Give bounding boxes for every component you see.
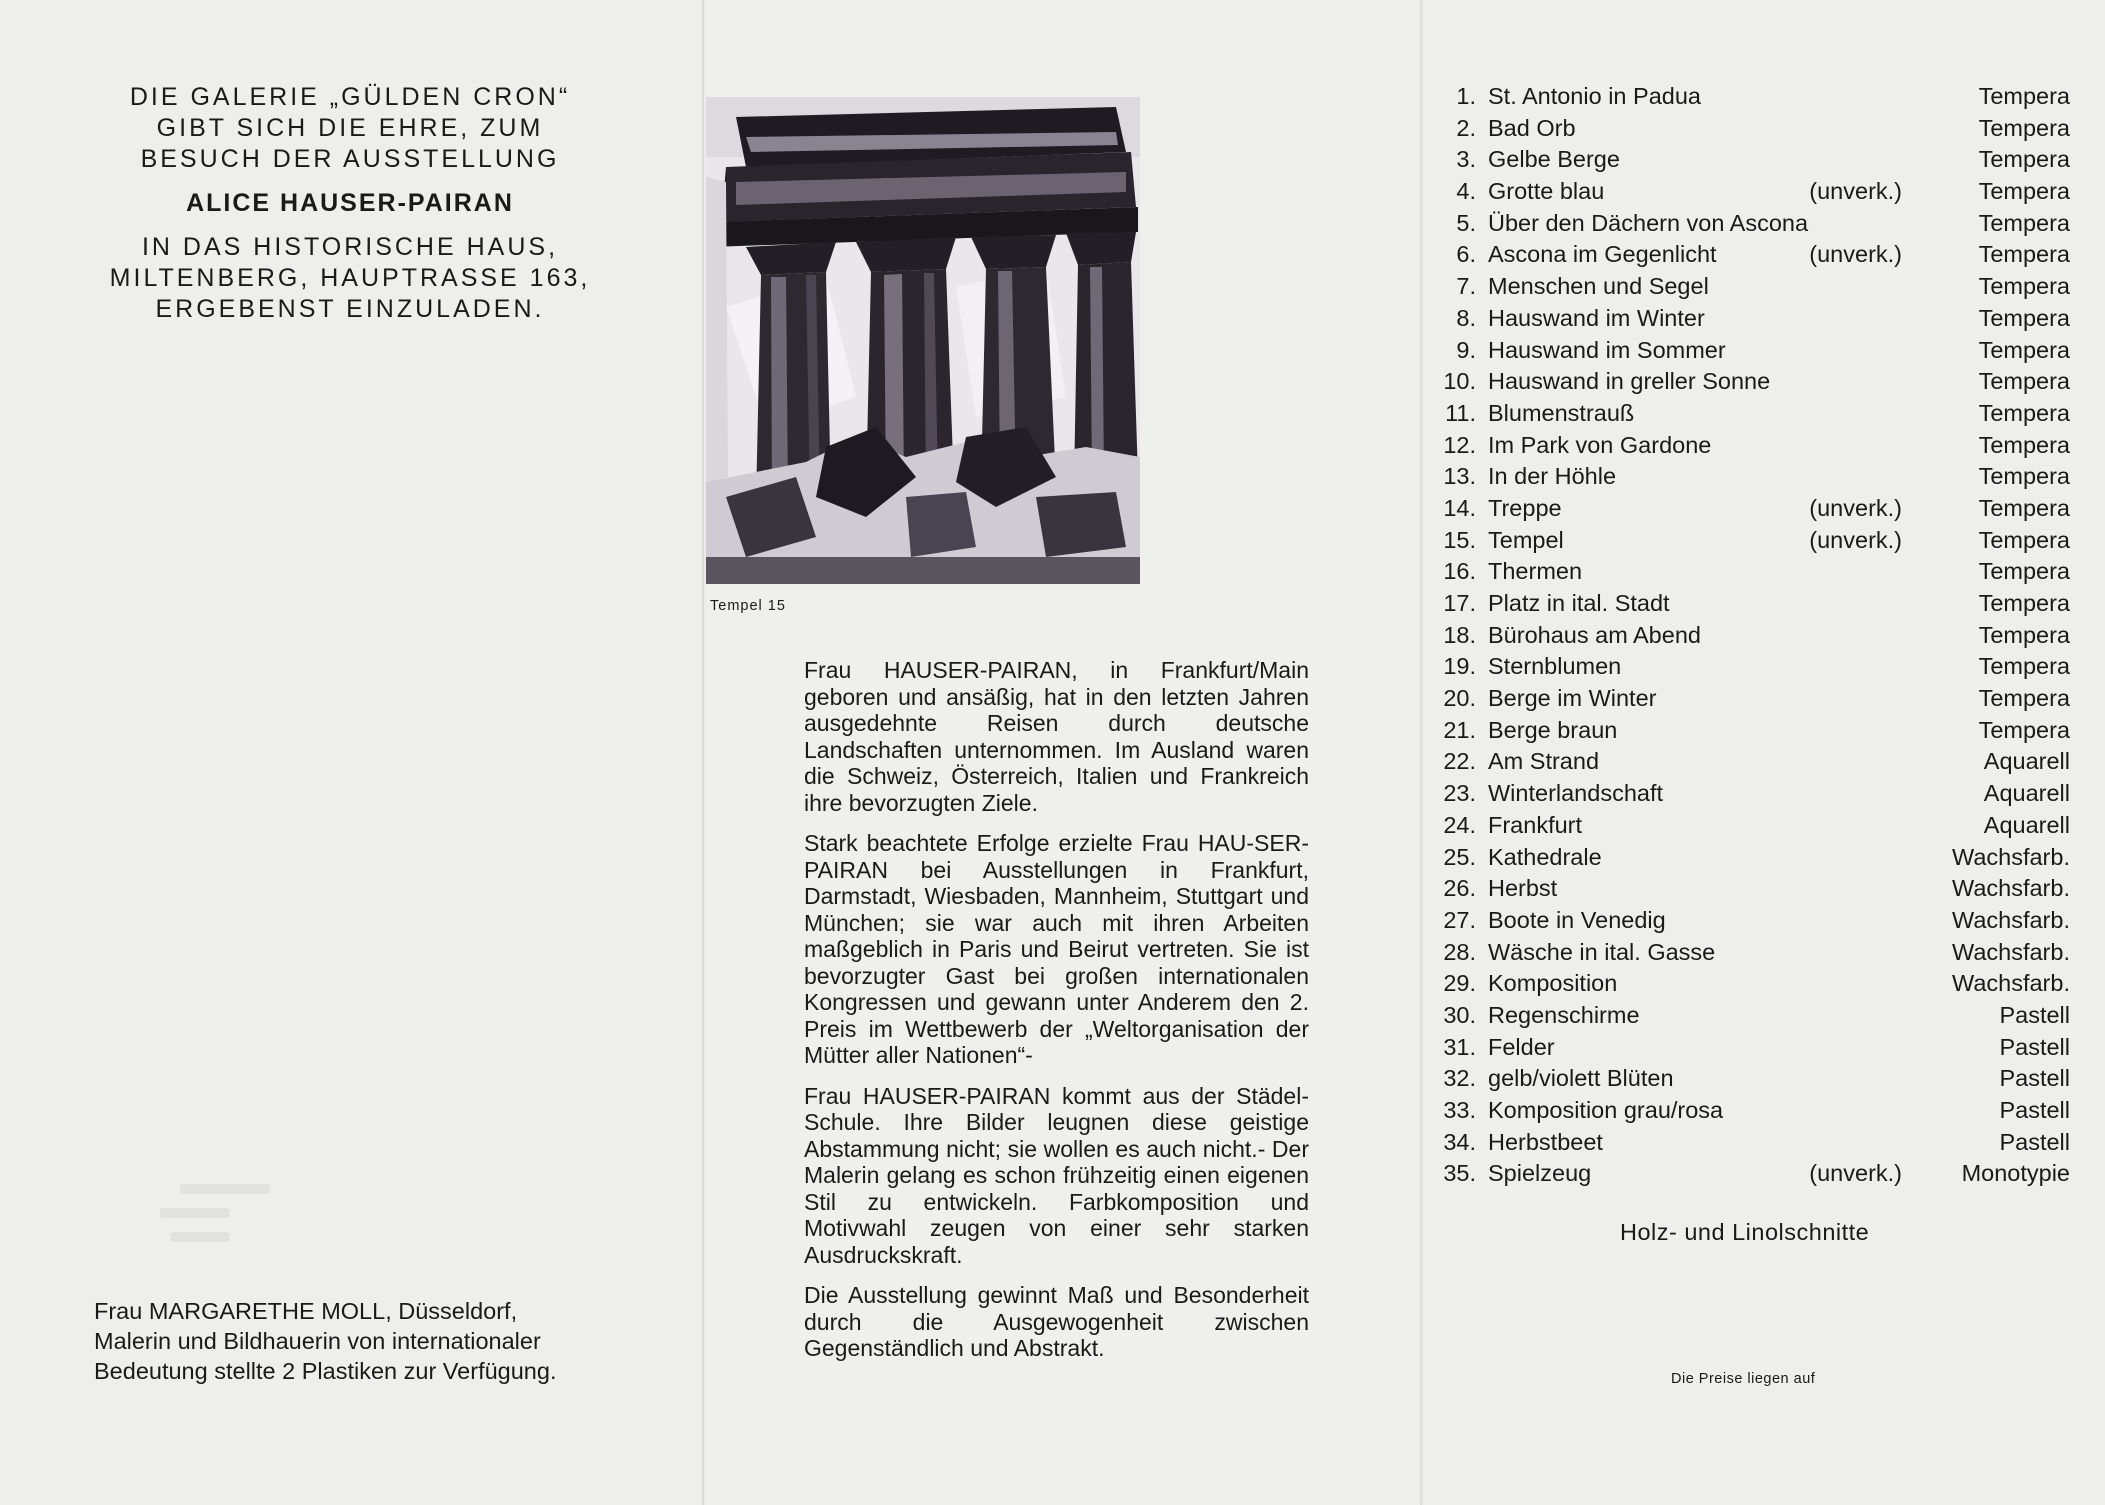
work-number: 34. bbox=[1443, 1128, 1476, 1155]
list-item bbox=[1438, 1032, 2070, 1064]
artwork-caption: Tempel 15 bbox=[710, 598, 786, 614]
list-item bbox=[1438, 239, 2070, 271]
work-technique: Tempera bbox=[1978, 685, 2070, 712]
work-note: (unverk.) bbox=[1809, 241, 1902, 268]
work-number: 5. bbox=[1456, 209, 1476, 236]
work-technique: Tempera bbox=[1978, 399, 2070, 426]
work-title: Ascona im Gegenlicht bbox=[1488, 241, 1717, 268]
work-technique: Tempera bbox=[1978, 241, 2070, 268]
work-number: 19. bbox=[1443, 653, 1476, 680]
work-title: Boote in Venedig bbox=[1488, 906, 1666, 933]
work-technique: Tempera bbox=[1978, 590, 2070, 616]
work-technique: Monotypie bbox=[1961, 1160, 2070, 1187]
work-technique: Tempera bbox=[1978, 716, 2070, 743]
work-technique: Tempera bbox=[1978, 653, 2070, 680]
work-title: Spielzeug bbox=[1488, 1160, 1592, 1187]
work-title: Hauswand im Sommer bbox=[1488, 336, 1726, 363]
list-item bbox=[1438, 1095, 2070, 1127]
work-title: Felder bbox=[1488, 1033, 1555, 1060]
list-item bbox=[1438, 651, 2070, 683]
work-technique: Tempera bbox=[1978, 146, 2070, 173]
work-number: 33. bbox=[1443, 1097, 1476, 1123]
work-number: 25. bbox=[1443, 843, 1476, 870]
work-number: 11. bbox=[1445, 399, 1476, 426]
list-item bbox=[1438, 1127, 2070, 1159]
work-number: 27. bbox=[1443, 906, 1476, 933]
work-number: 24. bbox=[1443, 811, 1476, 838]
work-number: 26. bbox=[1443, 875, 1476, 902]
list-item bbox=[1438, 1000, 2070, 1032]
work-title: Komposition bbox=[1488, 970, 1618, 997]
list-item bbox=[1438, 176, 2070, 208]
list-item bbox=[1438, 556, 2070, 588]
work-technique: Wachsfarb. bbox=[1952, 843, 2070, 870]
work-title: Wäsche in ital. Gasse bbox=[1488, 938, 1716, 965]
work-technique: Tempera bbox=[1978, 368, 2070, 395]
work-technique: Wachsfarb. bbox=[1952, 906, 2070, 933]
work-number: 14. bbox=[1443, 494, 1476, 521]
work-title: Über den Dächern von Ascona bbox=[1488, 209, 1809, 236]
invitation-line: BESUCH DER AUSSTELLUNG bbox=[140, 145, 560, 173]
credit-line: Malerin und Bildhauerin von internationaler bbox=[94, 1328, 541, 1354]
list-item bbox=[1438, 398, 2070, 430]
work-technique: Wachsfarb. bbox=[1952, 875, 2070, 902]
work-number: 15. bbox=[1443, 526, 1476, 553]
work-number: 32. bbox=[1443, 1065, 1476, 1092]
list-item bbox=[1438, 620, 2070, 652]
list-item bbox=[1438, 905, 2070, 937]
work-number: 31. bbox=[1443, 1033, 1476, 1060]
bio-paragraph: Frau HAUSER-PAIRAN kommt aus der Städel-Schule. Ihre Bilder leugnen diese geistige Abstammung nicht; sie wollen es auch nicht.- Der Malerin gelang es schon frühzeitig einen eigenen Stil zu entwickeln. Farbkomposition und Motivwahl zeugen von einer sehr starken Ausdruckskraft. bbox=[804, 1082, 1309, 1268]
list-item bbox=[1438, 493, 2070, 525]
list-item bbox=[1438, 746, 2070, 778]
fold-line bbox=[1420, 0, 1422, 1505]
work-title: Kathedrale bbox=[1488, 843, 1602, 870]
list-item bbox=[1438, 144, 2070, 176]
work-title: Platz in ital. Stadt bbox=[1488, 590, 1670, 616]
work-title: Treppe bbox=[1488, 494, 1562, 521]
list-item bbox=[1438, 81, 2070, 113]
invitation-line: ERGEBENST EINZULADEN. bbox=[155, 295, 545, 323]
work-title: Bürohaus am Abend bbox=[1488, 621, 1701, 648]
list-item bbox=[1438, 968, 2070, 1000]
work-technique: Tempera bbox=[1978, 526, 2070, 553]
credit-line: Frau MARGARETHE MOLL, Düsseldorf, bbox=[94, 1298, 518, 1324]
work-title: St. Antonio in Padua bbox=[1488, 83, 1701, 109]
credit-line: Bedeutung stellte 2 Plastiken zur Verfügung. bbox=[94, 1358, 557, 1384]
artist-name: ALICE HAUSER-PAIRAN bbox=[186, 189, 514, 217]
work-note: (unverk.) bbox=[1809, 1160, 1902, 1187]
bio-paragraph: Stark beachtete Erfolge erzielte Frau HAU-SER-PAIRAN bei Ausstellungen in Frankfurt, Darmstadt, Wiesbaden, Mannheim, Stuttgart und München; sie war auch mit ihren Arbeiten maßgeblich in Paris und Beirut vertreten. Sie ist bevorzugter Gast bei großen internationalen Kongressen und gewann unter Anderem den 2. Preis im Wettbewerb der „Weltorganisation der Mütter aller Nationen“- bbox=[804, 830, 1309, 1068]
work-technique: Pastell bbox=[1999, 1097, 2070, 1123]
work-number: 29. bbox=[1443, 970, 1476, 997]
work-title: Grotte blau bbox=[1488, 178, 1605, 205]
invitation-line: MILTENBERG, HAUPTRASSE 163, bbox=[109, 264, 591, 292]
artwork-image-temple bbox=[706, 97, 1140, 584]
works-list bbox=[1438, 81, 2070, 1190]
work-technique: Tempera bbox=[1978, 621, 2070, 648]
list-item bbox=[1438, 873, 2070, 905]
work-title: Berge im Winter bbox=[1488, 685, 1657, 712]
prices-note: Die Preise liegen auf bbox=[1671, 1371, 1816, 1387]
work-number: 10. bbox=[1443, 368, 1476, 395]
work-technique: Tempera bbox=[1978, 304, 2070, 331]
work-number: 16. bbox=[1443, 558, 1476, 585]
work-title: Winterlandschaft bbox=[1488, 780, 1664, 807]
work-title: In der Höhle bbox=[1488, 463, 1617, 490]
work-technique: Tempera bbox=[1978, 273, 2070, 300]
work-number: 22. bbox=[1443, 748, 1476, 775]
work-number: 35. bbox=[1443, 1160, 1476, 1187]
section-heading: Holz- und Linolschnitte bbox=[1620, 1219, 1870, 1245]
work-number: 20. bbox=[1443, 685, 1476, 712]
work-title: Frankfurt bbox=[1488, 811, 1583, 838]
list-item bbox=[1438, 1158, 2070, 1190]
work-technique: Aquarell bbox=[1983, 780, 2070, 807]
list-item bbox=[1438, 303, 2070, 335]
list-item bbox=[1438, 271, 2070, 303]
work-title: Berge braun bbox=[1488, 716, 1618, 743]
work-technique: Tempera bbox=[1978, 431, 2070, 458]
bio-paragraph: Frau HAUSER-PAIRAN, in Frankfurt/Main geboren und ansäßig, hat in den letzten Jahren ausgedehnte Reisen durch deutsche Landschaften unternommen. Im Ausland waren die Schweiz, Österreich, Italien und Frankreich ihre bevorzugten Ziele. bbox=[804, 657, 1309, 816]
work-title: Blumenstrauß bbox=[1488, 399, 1635, 426]
work-technique: Tempera bbox=[1978, 178, 2070, 205]
work-title: gelb/violett Blüten bbox=[1488, 1065, 1674, 1092]
invitation-line: IN DAS HISTORISCHE HAUS, bbox=[141, 233, 559, 261]
work-technique: Pastell bbox=[1999, 1128, 2070, 1155]
work-number: 8. bbox=[1456, 304, 1476, 331]
work-technique: Wachsfarb. bbox=[1952, 938, 2070, 965]
list-item bbox=[1438, 335, 2070, 367]
artist-biography bbox=[804, 657, 1309, 1376]
list-item bbox=[1438, 683, 2070, 715]
work-number: 6. bbox=[1456, 241, 1476, 268]
work-technique: Tempera bbox=[1978, 83, 2070, 109]
work-title: Komposition grau/rosa bbox=[1488, 1097, 1724, 1123]
work-number: 28. bbox=[1443, 938, 1476, 965]
work-note: (unverk.) bbox=[1809, 526, 1902, 553]
list-item bbox=[1438, 778, 2070, 810]
fold-line bbox=[702, 0, 704, 1505]
list-item bbox=[1438, 588, 2070, 620]
list-item bbox=[1438, 1063, 2070, 1095]
work-title: Herbst bbox=[1488, 875, 1558, 902]
work-technique: Tempera bbox=[1978, 114, 2070, 141]
work-technique: Aquarell bbox=[1983, 811, 2070, 838]
sponsor-credit bbox=[94, 1296, 654, 1386]
work-number: 18. bbox=[1443, 621, 1476, 648]
work-title: Menschen und Segel bbox=[1488, 273, 1709, 300]
work-title: Regenschirme bbox=[1488, 1001, 1640, 1028]
invitation-line: DIE GALERIE „GÜLDEN CRON“ bbox=[129, 83, 571, 111]
work-title: Bad Orb bbox=[1488, 114, 1576, 141]
work-number: 7. bbox=[1456, 273, 1476, 300]
work-technique: Tempera bbox=[1978, 209, 2070, 236]
work-title: Gelbe Berge bbox=[1488, 146, 1620, 173]
work-note: (unverk.) bbox=[1809, 178, 1902, 205]
work-title: Tempel bbox=[1488, 526, 1564, 553]
work-technique: Pastell bbox=[1999, 1001, 2070, 1028]
list-item bbox=[1438, 430, 2070, 462]
work-technique: Tempera bbox=[1978, 494, 2070, 521]
list-item bbox=[1438, 113, 2070, 145]
work-number: 4. bbox=[1456, 178, 1476, 205]
work-number: 12. bbox=[1443, 431, 1476, 458]
work-number: 23. bbox=[1443, 780, 1476, 807]
list-item bbox=[1438, 461, 2070, 493]
work-technique: Pastell bbox=[1999, 1065, 2070, 1092]
work-number: 1. bbox=[1456, 83, 1476, 109]
work-number: 9. bbox=[1456, 336, 1476, 363]
list-item bbox=[1438, 525, 2070, 557]
list-item bbox=[1438, 937, 2070, 969]
work-note: (unverk.) bbox=[1809, 494, 1902, 521]
work-number: 17. bbox=[1443, 590, 1476, 616]
work-title: Hauswand im Winter bbox=[1488, 304, 1705, 331]
work-number: 21. bbox=[1443, 716, 1476, 743]
work-number: 3. bbox=[1456, 146, 1476, 173]
invitation-line: GIBT SICH DIE EHRE, ZUM bbox=[156, 114, 544, 142]
list-item bbox=[1438, 842, 2070, 874]
work-title: Im Park von Gardone bbox=[1488, 431, 1712, 458]
work-number: 30. bbox=[1443, 1001, 1476, 1028]
list-item bbox=[1438, 810, 2070, 842]
work-technique: Pastell bbox=[1999, 1033, 2070, 1060]
work-technique: Aquarell bbox=[1983, 748, 2070, 775]
faded-stamp bbox=[160, 1170, 330, 1280]
work-technique: Tempera bbox=[1978, 558, 2070, 585]
work-title: Sternblumen bbox=[1488, 653, 1622, 680]
work-title: Herbstbeet bbox=[1488, 1128, 1603, 1155]
work-title: Thermen bbox=[1488, 558, 1583, 585]
work-number: 2. bbox=[1456, 114, 1476, 141]
work-title: Am Strand bbox=[1488, 748, 1600, 775]
list-item bbox=[1438, 366, 2070, 398]
work-title: Hauswand in greller Sonne bbox=[1488, 368, 1771, 395]
work-technique: Tempera bbox=[1978, 463, 2070, 490]
list-item bbox=[1438, 208, 2070, 240]
invitation-block bbox=[100, 82, 600, 325]
work-technique: Wachsfarb. bbox=[1952, 970, 2070, 997]
work-technique: Tempera bbox=[1978, 336, 2070, 363]
work-number: 13. bbox=[1443, 463, 1476, 490]
bio-paragraph: Die Ausstellung gewinnt Maß und Besonderheit durch die Ausgewogenheit zwischen Gegenständlich und Abstrakt. bbox=[804, 1282, 1309, 1361]
list-item bbox=[1438, 715, 2070, 747]
